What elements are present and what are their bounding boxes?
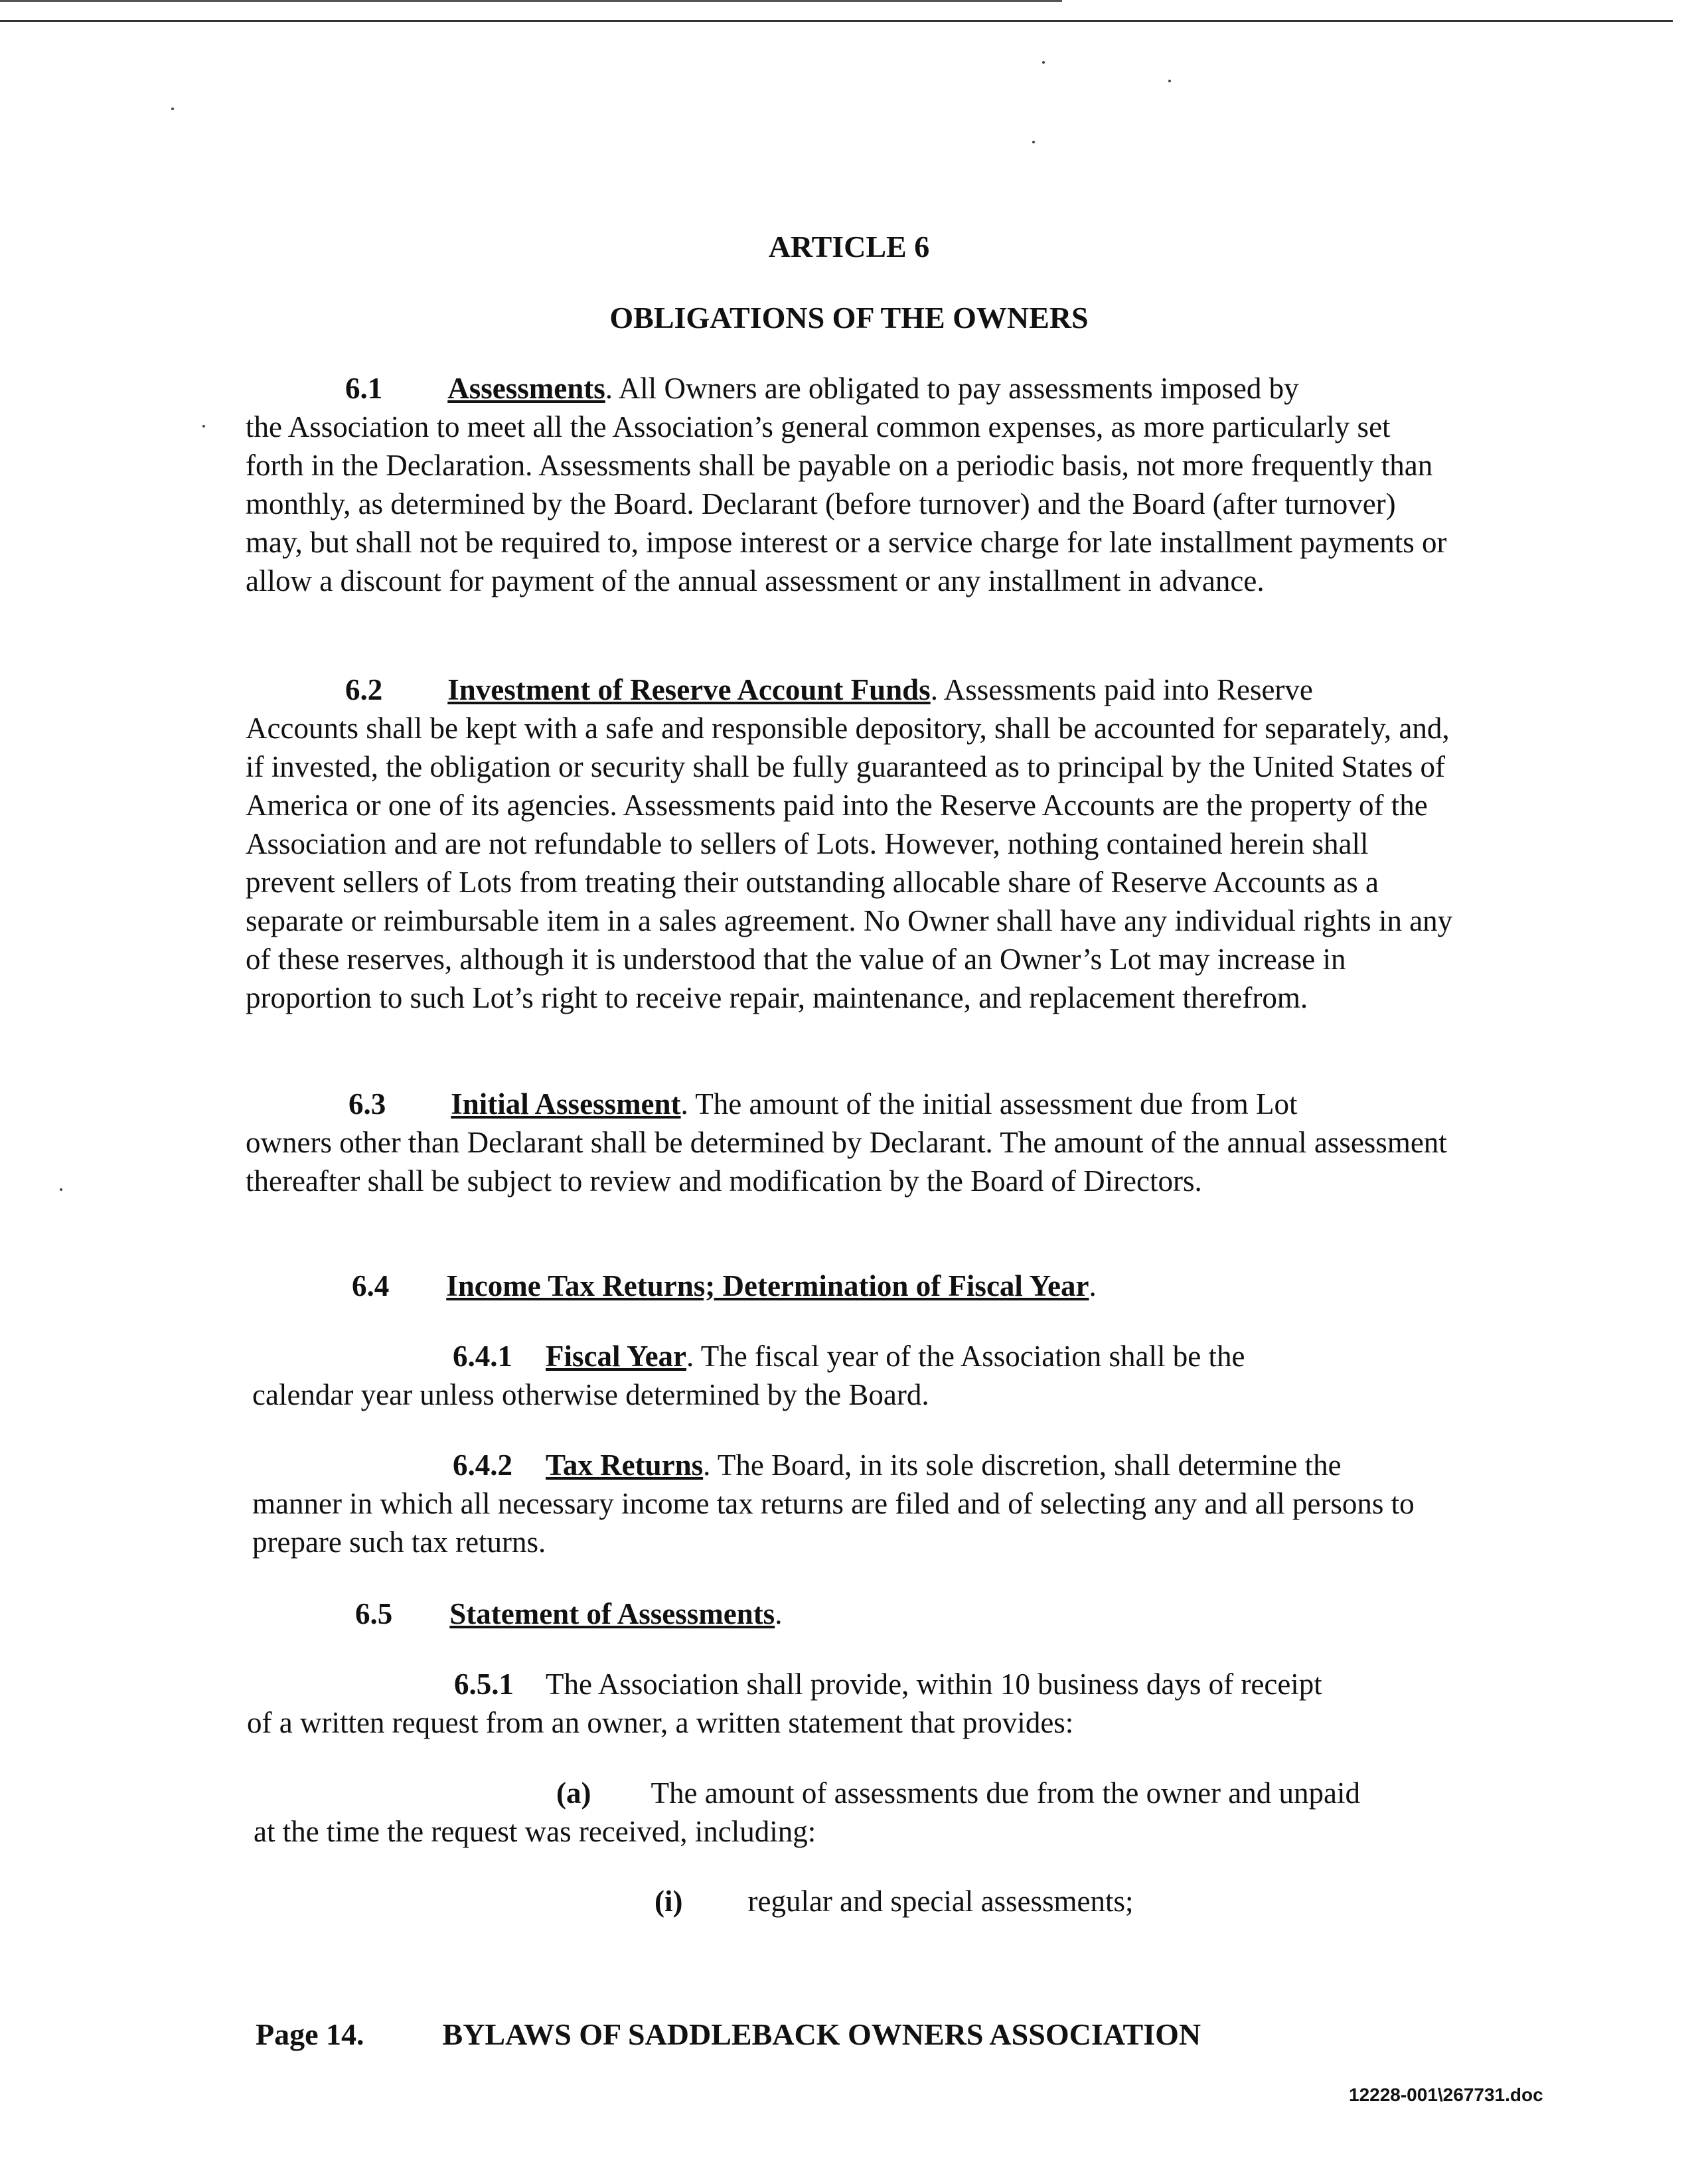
scan-speck <box>1032 141 1035 143</box>
document-title: BYLAWS OF SADDLEBACK OWNERS ASSOCIATION <box>442 2017 1201 2051</box>
section-text-first: . The amount of the initial assessment due from Lot <box>680 1087 1298 1121</box>
scan-speck <box>60 1188 62 1191</box>
section-6-4-1 <box>252 1337 1460 1414</box>
section-title: Initial Assessment <box>451 1087 681 1121</box>
section-number: 6.3 <box>348 1087 386 1121</box>
section-6-4-2 <box>252 1446 1460 1561</box>
section-number: 6.4.1 <box>453 1340 512 1373</box>
article-title: OBLIGATIONS OF THE OWNERS <box>609 301 1089 335</box>
section-text-first: . Assessments paid into Reserve <box>930 673 1313 706</box>
section-text: manner in which all necessary income tax returns are filed and of selecting any and all persons to prepare such tax returns. <box>252 1487 1415 1559</box>
section-title: Assessments <box>447 372 605 405</box>
scan-speck <box>202 425 205 428</box>
section-text-first: The Association shall provide, within 10 business days of receipt <box>546 1668 1322 1701</box>
scan-edge-line <box>0 0 1062 2</box>
section-6-1 <box>246 369 1454 600</box>
section-title: Income Tax Returns; Determination of Fiscal Year <box>446 1269 1089 1302</box>
section-number: 6.4.2 <box>453 1448 512 1482</box>
scan-speck <box>1042 61 1045 64</box>
section-title: Statement of Assessments <box>449 1597 775 1630</box>
section-6-5-1 <box>247 1665 1455 1742</box>
item-number: (i) <box>655 1885 683 1918</box>
section-title-period: . <box>1089 1269 1097 1302</box>
section-6-3 <box>246 1085 1454 1200</box>
section-text: owners other than Declarant shall be determined by Declarant. The amount of the annual assessment thereafter shall be subject to review and modification by the Board of Directors. <box>246 1126 1447 1198</box>
item-i <box>655 1884 1134 1918</box>
section-number: 6.5.1 <box>454 1668 514 1701</box>
item-text: at the time the request was received, including: <box>254 1815 816 1848</box>
section-number: 6.4 <box>352 1269 390 1302</box>
scan-speck <box>171 108 174 110</box>
section-text-first: . The Board, in its sole discretion, shall determine the <box>703 1448 1342 1482</box>
section-6-2 <box>246 670 1454 1017</box>
document-id: 12228-001\267731.doc <box>1349 2084 1543 2105</box>
section-title-period: . <box>775 1597 783 1630</box>
section-text: the Association to meet all the Association’s general common expenses, as more particularly set forth in the Declaration. Assessments shall be payable on a periodic basis, not more frequently than monthly, as determined by the Board. Declarant (before turnover) and the Board (after turnover) may, but shall not be required to, impose interest or a service charge for late installment payments or allow a discount for payment of the annual assessment or any installment in advance. <box>246 410 1447 597</box>
section-title: Tax Returns <box>546 1448 704 1482</box>
section-text: calendar year unless otherwise determined by the Board. <box>252 1378 929 1411</box>
section-6-5 <box>355 1597 782 1631</box>
item-text-first: The amount of assessments due from the owner and unpaid <box>651 1776 1360 1810</box>
section-text-first: . All Owners are obligated to pay assessments imposed by <box>605 372 1299 405</box>
article-number: ARTICLE 6 <box>768 230 930 264</box>
item-number: (a) <box>556 1776 591 1810</box>
page-footer <box>256 2017 1201 2052</box>
scan-speck <box>1168 80 1171 82</box>
item-text: regular and special assessments; <box>747 1885 1134 1918</box>
section-title: Investment of Reserve Account Funds <box>447 673 931 706</box>
section-text: Accounts shall be kept with a safe and responsible depository, shall be accounted for separately, and, if invested, the obligation or security shall be fully guaranteed as to principal by the United States of America or one of its agencies. Assessments paid into the Reserve Accounts are the property of the Association and are not refundable to sellers of Lots. However, nothing contained herein shall prevent sellers of Lots from treating their outstanding allocable share of Reserve Accounts as a separate or reimbursable item in a sales agreement. No Owner shall have any individual rights in any of these reserves, although it is understood that the value of an Owner’s Lot may increase in proportion to such Lot’s right to receive repair, maintenance, and replacement therefrom. <box>246 712 1453 1014</box>
page-number: Page 14. <box>256 2017 364 2051</box>
item-a <box>254 1774 1462 1851</box>
section-text: of a written request from an owner, a written statement that provides: <box>247 1706 1074 1739</box>
section-6-4 <box>352 1269 1097 1303</box>
section-text-first: . The fiscal year of the Association shall be the <box>686 1340 1245 1373</box>
section-number: 6.5 <box>355 1597 393 1630</box>
top-rule <box>0 20 1673 22</box>
section-number: 6.1 <box>345 372 383 405</box>
section-number: 6.2 <box>345 673 383 706</box>
section-title: Fiscal Year <box>546 1340 687 1373</box>
